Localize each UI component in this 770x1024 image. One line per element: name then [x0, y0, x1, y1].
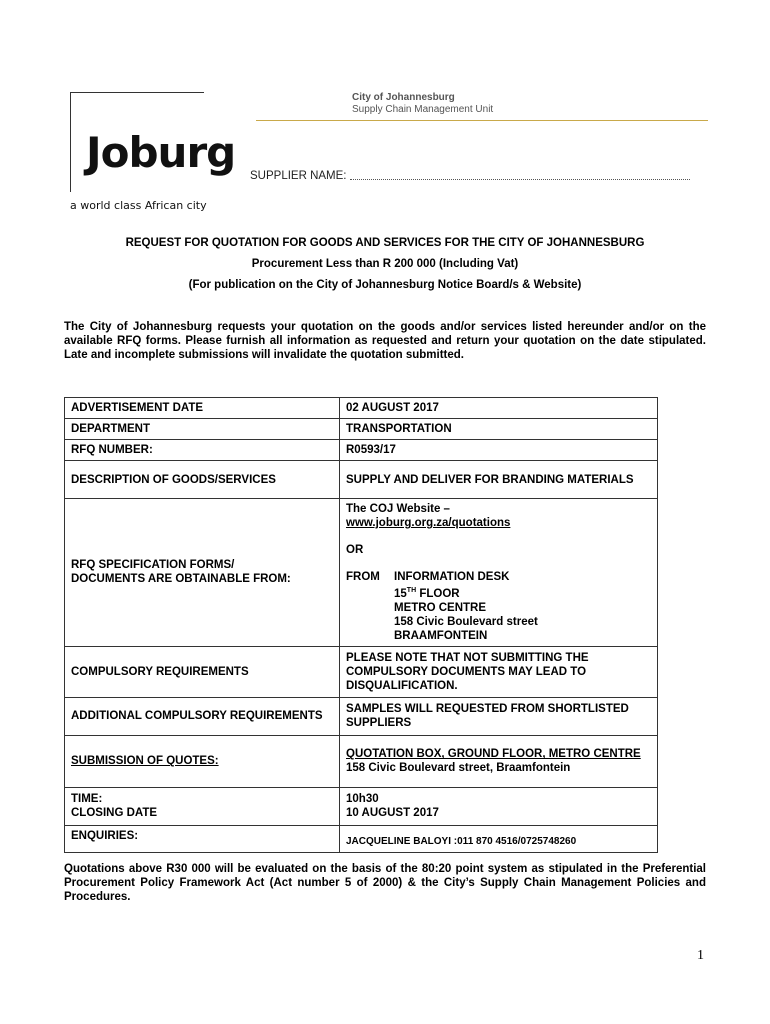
row-label: COMPULSORY REQUIREMENTS: [65, 646, 340, 697]
obtainable-value: [340, 499, 658, 647]
submission-line-2: 158 Civic Boulevard street, Braamfontein: [346, 762, 571, 775]
publication-note: (For publication on the City of Johannesburg Notice Board/s & Website): [188, 279, 582, 291]
org-name: City of Johannesburg: [352, 92, 455, 103]
evaluation-note: Quotations above R30 000 will be evaluated on the basis of the 80:20 point system as stipulated in the Preferential Procurement Policy Framework Act (Act number 5 of 2000) & the City’s Supply Chain Management Policies and Procedures.: [64, 863, 706, 903]
submission-value: [340, 735, 658, 787]
additional-value: SAMPLES WILL REQUESTED FROM SHORTLISTED SUPPLIERS: [340, 697, 658, 735]
submission-line-1: QUOTATION BOX, GROUND FLOOR, METRO CENTRE: [346, 748, 641, 761]
supplier-name-blank[interactable]: [350, 170, 690, 180]
logo-tagline: a world class African city: [70, 199, 207, 212]
obtainable-label-2: DOCUMENTS ARE OBTAINABLE FROM:: [71, 573, 291, 586]
table-row: [65, 697, 658, 735]
table-row: [65, 735, 658, 787]
row-label: [65, 499, 340, 647]
address-line-5: BRAAMFONTEIN: [394, 629, 488, 642]
intro-paragraph: The City of Johannesburg requests your quotation on the goods and/or services listed hereunder and/or on the available RFQ forms. Please furnish all information as requested and return your quotation on the date stipulated. Late and incomplete submissions will invalidate the quotation submitted.: [64, 321, 706, 361]
org-unit: Supply Chain Management Unit: [352, 104, 494, 115]
table-row: [65, 499, 658, 647]
row-label: ADVERTISEMENT DATE: [65, 398, 340, 419]
closing-date-label: CLOSING DATE: [71, 807, 158, 820]
department-value: TRANSPORTATION: [340, 419, 658, 440]
table-row: [65, 440, 658, 461]
address-line-4: 158 Civic Boulevard street: [394, 615, 538, 628]
table-row: [65, 646, 658, 697]
row-label: ADDITIONAL COMPULSORY REQUIREMENTS: [65, 697, 340, 735]
page-number: 1: [697, 948, 704, 963]
closing-date: 10 AUGUST 2017: [346, 807, 439, 820]
joburg-logo: Joburg: [86, 128, 236, 177]
table-row: [65, 461, 658, 499]
address-line-2: 15TH FLOOR: [394, 587, 460, 600]
closing-time: 10h30: [346, 793, 379, 806]
enquiries-value: JACQUELINE BALOYI :011 870 4516/0725748260: [340, 825, 658, 852]
time-label: TIME:: [71, 793, 103, 806]
website-link[interactable]: www.joburg.org.za/quotations: [346, 517, 511, 529]
or-text: OR: [346, 544, 364, 556]
row-label: DEPARTMENT: [65, 419, 340, 440]
table-row: [65, 787, 658, 825]
row-label: [65, 787, 340, 825]
supplier-name-field[interactable]: [250, 170, 690, 182]
time-value: [340, 787, 658, 825]
advertisement-date-value: 02 AUGUST 2017: [340, 398, 658, 419]
row-label: DESCRIPTION OF GOODS/SERVICES: [65, 461, 340, 499]
address-line-3: METRO CENTRE: [394, 601, 486, 614]
table-row: [65, 398, 658, 419]
supplier-name-label: SUPPLIER NAME:: [250, 170, 347, 182]
website-intro: The COJ Website –: [346, 503, 450, 515]
rfq-details-table: [64, 397, 658, 853]
document-subtitle: Procurement Less than R 200 000 (Including Vat): [251, 258, 519, 270]
compulsory-value: PLEASE NOTE THAT NOT SUBMITTING THE COMPULSORY DOCUMENTS MAY LEAD TO DISQUALIFICATION.: [340, 646, 658, 697]
document-title: REQUEST FOR QUOTATION FOR GOODS AND SERVICES FOR THE CITY OF JOHANNESBURG: [125, 237, 645, 249]
obtainable-label-1: RFQ SPECIFICATION FORMS/: [71, 559, 235, 572]
table-row: [65, 419, 658, 440]
address-line-1: FROM INFORMATION DESK: [346, 571, 510, 583]
row-label: RFQ NUMBER:: [65, 440, 340, 461]
header-divider: [256, 120, 708, 121]
row-label: SUBMISSION OF QUOTES:: [65, 735, 340, 787]
from-text: FROM: [346, 571, 380, 583]
table-row: [65, 825, 658, 852]
row-label: ENQUIRIES:: [65, 825, 340, 852]
description-value: SUPPLY AND DELIVER FOR BRANDING MATERIALS: [340, 461, 658, 499]
rfq-number-value: R0593/17: [340, 440, 658, 461]
